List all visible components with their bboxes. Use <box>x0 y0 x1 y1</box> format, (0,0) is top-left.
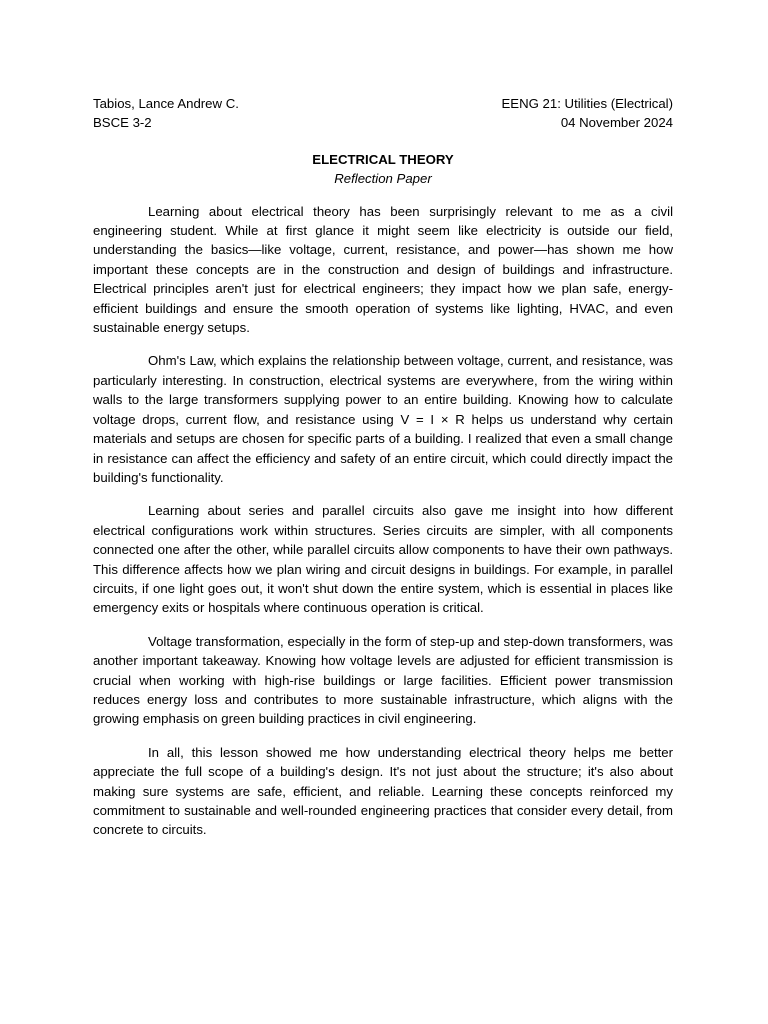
title-block <box>93 150 673 189</box>
paragraph-introduction: Learning about electrical theory has been surprisingly relevant to me as a civil engineering student. While at first glance it might seem like electricity is outside our field, understanding the basics—like voltage, current, resistance, and power—has shown me how important these concepts are in the construction and design of buildings and infrastructure. Electrical principles aren't just for electrical engineers; they impact how we plan safe, energy-efficient buildings and ensure the smooth operation of systems like lighting, HVAC, and even sustainable energy setups. <box>93 203 673 336</box>
header-row-2 <box>93 113 673 132</box>
header-row-1 <box>93 94 673 113</box>
document-subtitle: Reflection Paper <box>334 171 432 187</box>
course-name: EENG 21: Utilities (Electrical) <box>501 96 673 111</box>
paragraph-ohms-law: Ohm's Law, which explains the relationship between voltage, current, and resistance, was particularly interesting. In construction, electrical systems are everywhere, from the wiring within walls to the large transformers supplying power to an entire building. Knowing how to calculate voltage drops, current flow, and resistance using V = I × R helps us understand why certain materials and setups are chosen for specific parts of a building. I realized that even a small change in resistance can affect the efficiency and safety of an entire circuit, which could directly impact the building's functionality. <box>93 353 673 485</box>
date-label: 04 November 2024 <box>560 115 673 131</box>
body-text <box>93 202 673 840</box>
document-page <box>93 94 673 854</box>
document-title: ELECTRICAL THEORY <box>312 151 454 167</box>
paragraph-voltage-transformation: Voltage transformation, especially in the form of step-up and step-down transformers, was another important takeaway. Knowing how voltage levels are adjusted for efficient transmission is crucial when working with high-rise buildings or large facilities. Efficient power transmission reduces energy loss and contributes to more sustainable infrastructure, which aligns with the growing emphasis on green building practices in civil engineering. <box>93 633 673 727</box>
author-name: Tabios, Lance Andrew C. <box>93 96 239 111</box>
paragraph-series-parallel: Learning about series and parallel circuits also gave me insight into how different electrical configurations work within structures. Series circuits are simpler, with all components connected one after the other, while parallel circuits allow components to have their own pathways. This difference affects how we plan wiring and circuit designs in buildings. For example, in parallel circuits, if one light goes out, it won't shut down the entire system, which is essential in places like emergency exits or hospitals where continuous operation is critical. <box>93 503 673 616</box>
section-label: BSCE 3-2 <box>93 115 152 131</box>
paragraph-conclusion: In all, this lesson showed me how understanding electrical theory helps me better appreciate the full scope of a building's design. It's not just about the structure; it's also about making sure systems are safe, efficient, and reliable. Learning these concepts reinforced my commitment to sustainable and well-rounded engineering practices that consider every detail, from concrete to circuits. <box>93 744 673 838</box>
